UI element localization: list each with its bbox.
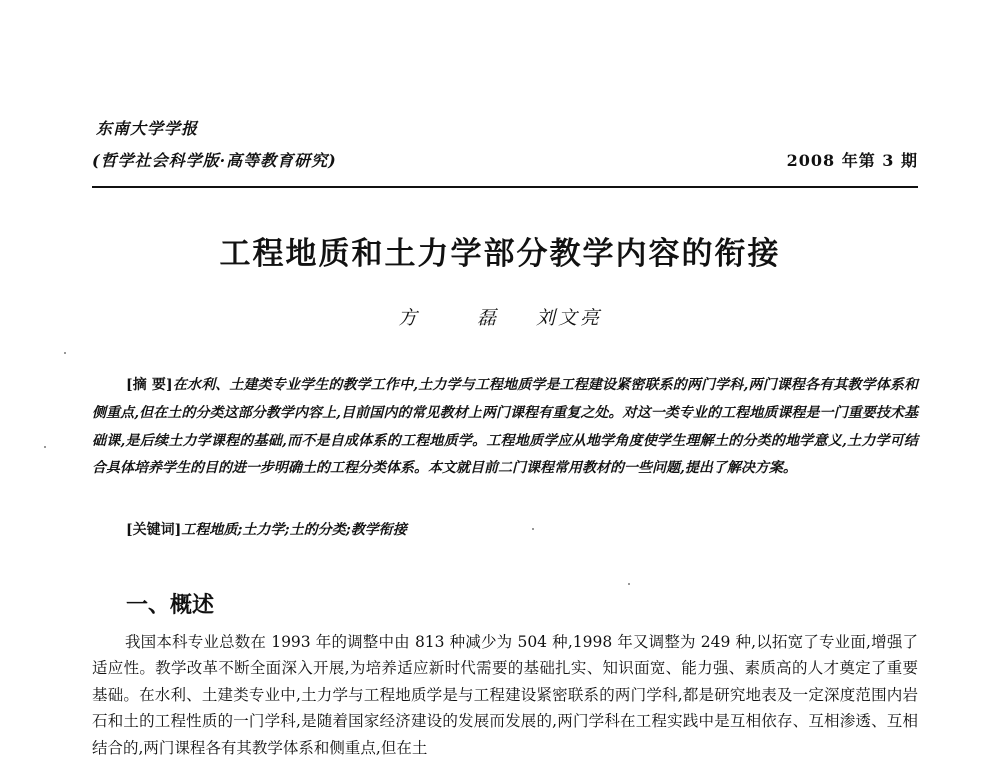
header-divider xyxy=(92,186,918,188)
scan-speck xyxy=(532,528,534,530)
paper-title: 工程地质和土力学部分教学内容的衔接 xyxy=(219,236,781,272)
keywords xyxy=(126,519,407,539)
author-name: 方 磊 xyxy=(397,307,515,329)
section-body-text: 我国本科专业总数在 1993 年的调整中由 813 种减少为 504 种,1998 年又调整为 249 种,以拓宽了专业面,增强了适应性。教学改革不断全面深入开展,为培养适应新时代需要的基础扎实、知识面宽、能力强、素质高的人才奠定了重要基础。在水利、土建类专业中,土力学与工程地质学是与工程建设紧密联系的两门学科,都是研究地表及一定深度范围内岩石和土的工程性质的一门学科,是随着国家经济建设的发展而发展的,两门学科在工程实践中是互相依存、互相渗透、互相结合的,两门课程各有其教学体系和侧重点,但在土 xyxy=(92,633,918,757)
scan-speck xyxy=(64,352,66,354)
journal-edition: (哲学社会科学版·高等教育研究) xyxy=(92,151,337,170)
abstract-text: 在水利、土建类专业学生的教学工作中,土力学与工程地质学是工程建设紧密联系的两门学科,两门课程各有其教学体系和侧重点,但在土的分类这部分教学内容上,目前国内的常见教材上两门课程有重复之处。对这一类专业的工程地质课程是一门重要技术基础课,是后续土力学课程的基础,而不是自成体系的工程地质学。工程地质学应从地学角度使学生理解土的分类的地学意义,土力学可结合具体培养学生的目的进一步明确土的工程分类体系。本文就目前二门课程常用教材的一些问题,提出了解决方案。 xyxy=(92,377,918,477)
abstract xyxy=(92,372,918,483)
abstract-label: [摘 要] xyxy=(126,377,173,393)
scan-speck xyxy=(628,583,630,585)
keywords-text: 工程地质;土力学;土的分类;教学衔接 xyxy=(181,522,407,538)
journal-name: 东南大学学报 xyxy=(96,119,199,138)
author-name: 刘文亮 xyxy=(536,307,603,329)
section-heading: 一、概述 xyxy=(126,593,215,618)
issue-info: 2008 年第 3 期 xyxy=(786,151,918,170)
keywords-label: [关键词] xyxy=(126,522,182,538)
scan-speck xyxy=(44,446,46,448)
author-list xyxy=(0,303,1000,330)
